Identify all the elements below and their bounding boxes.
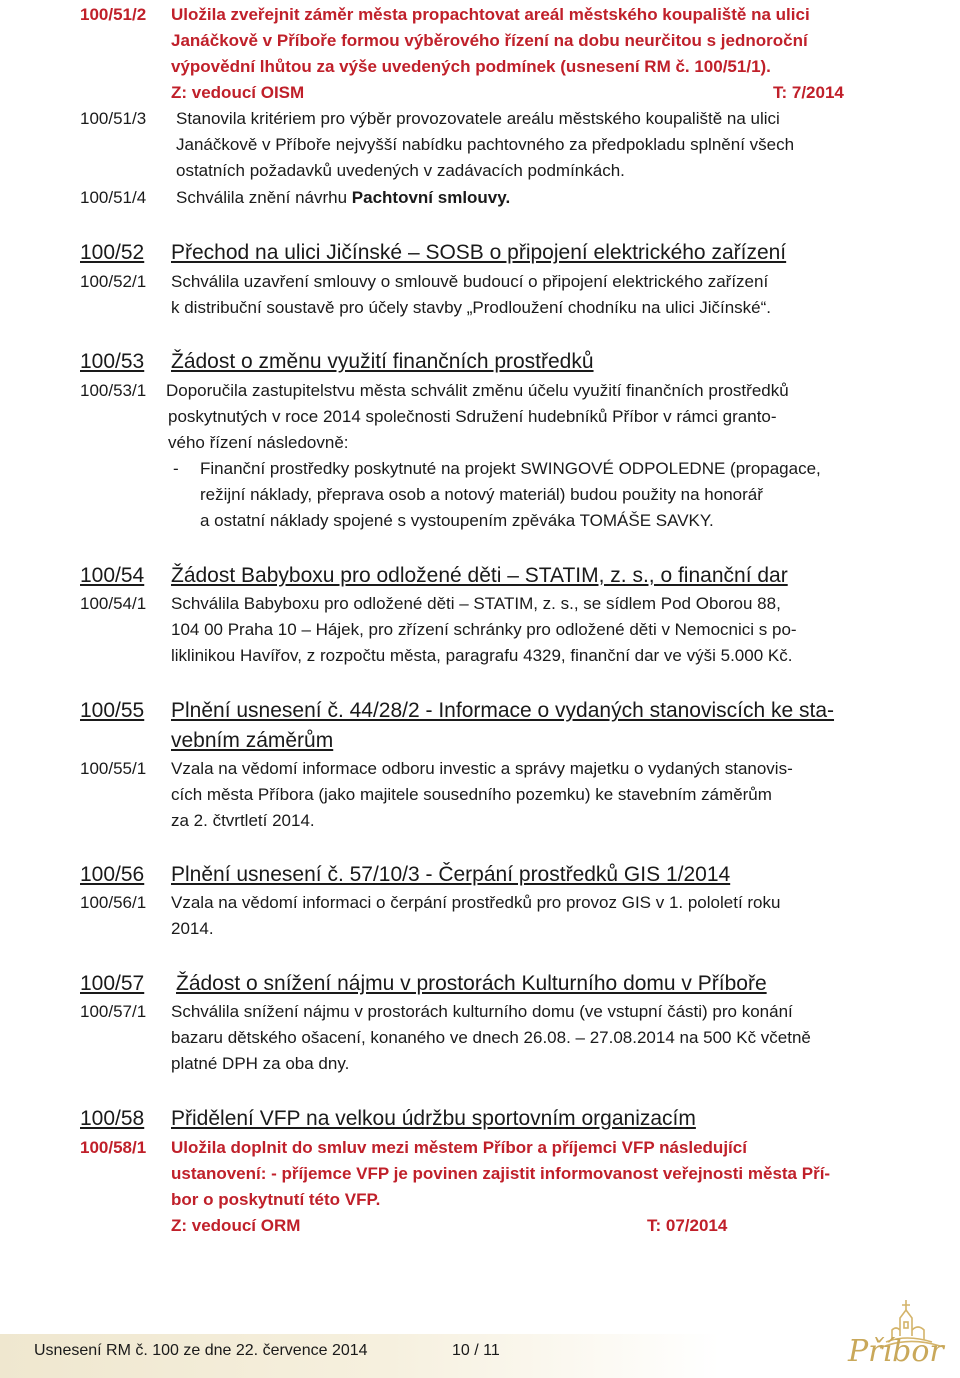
resolution-text-line: vého řízení následovně: (168, 433, 349, 452)
resolution-text-line: bazaru dětského ošacení, konaného ve dnech 26.08. – 27.08.2014 na 500 Kč včetně (171, 1028, 811, 1047)
resolution-text-line: bor o poskytnutí této VFP. (171, 1190, 381, 1209)
responsible-person: Z: vedoucí ORM (171, 1216, 301, 1235)
resolution-text-line: liklinikou Havířov, z rozpočtu města, paragrafu 4329, finanční dar ve výši 5.000 Kč. (171, 646, 793, 665)
deadline: T: 07/2014 (647, 1216, 728, 1235)
section-number: 100/58 (80, 1107, 145, 1130)
bullet-text-line: režijní náklady, přeprava osob a notový materiál) budou použity na honorář (200, 485, 763, 504)
section-number: 100/52 (80, 241, 145, 264)
contract-name: Pachtovní smlouvy. (351, 188, 511, 207)
section-heading: Žádost o snížení nájmu v prostorách Kulturního domu v Příboře (176, 972, 767, 995)
bullet-text-line: a ostatní náklady spojené s vystoupením zpěváka TOMÁŠE SAVKY. (200, 511, 714, 530)
resolution-text-line: Janáčkově v Příboře formou výběrového řízení na dobu neurčitou s jednoroční (171, 31, 808, 50)
resolution-text-line: ostatních požadavků uvedených v zadávacích podmínkách. (176, 161, 625, 180)
resolution-number: 100/51/3 (80, 109, 147, 128)
resolution-text-line: Schválila Babyboxu pro odložené děti – STATIM, z. s., se sídlem Pod Oborou 88, (171, 594, 781, 613)
resolution-text-line: Doporučila zastupitelstvu města schválit změnu účelu využití finančních prostředků (166, 381, 789, 400)
resolution-text-line: Stanovila kritériem pro výběr provozovatele areálu městského koupaliště na ulici (176, 109, 780, 128)
resolution-text-line: výpovědní lhůtou za výše uvedených podmínek (usnesení RM č. 100/51/1). (171, 57, 771, 76)
resolution-text-line: cích města Příbora (jako majitele sousedního pozemku) ke stavebním záměrům (171, 785, 772, 804)
resolution-text-line: k distribuční soustavě pro účely stavby „Prodloužení chodníku na ulici Jičínské“. (171, 298, 772, 317)
section-heading: Přidělení VFP na velkou údržbu sportovním organizacím (171, 1107, 696, 1130)
bullet-dash: - (173, 459, 179, 478)
resolution-text-line: Schválila uzavření smlouvy o smlouvě budoucí o připojení elektrického zařízení (171, 272, 769, 291)
section-heading: Přechod na ulici Jičínské – SOSB o připojení elektrického zařízení (171, 241, 787, 264)
resolution-text-line: Uložila doplnit do smluv mezi městem Příbor a příjemci VFP následující (171, 1138, 747, 1157)
resolution-number: 100/53/1 (80, 381, 147, 400)
resolution-text-line: Vzala na vědomí informace odboru investic a správy majetku o vydaných stanovis- (171, 759, 793, 778)
resolution-text-line: poskytnutých v roce 2014 společnosti Sdružení hudebníků Příbor v rámci granto- (168, 407, 777, 426)
resolution-number: 100/54/1 (80, 594, 147, 613)
section-heading-continued: vebním záměrům (171, 729, 334, 752)
town-logo-wordmark: Příbor (848, 1334, 944, 1369)
resolution-number: 100/52/1 (80, 272, 147, 291)
resolution-number: 100/56/1 (80, 893, 147, 912)
resolution-text: Schválila znění návrhu (176, 188, 352, 207)
resolution-text-line: ustanovení: - příjemce VFP je povinen zajistit informovanost veřejnosti města Pří- (171, 1164, 831, 1183)
resolution-number: 100/51/4 (80, 188, 147, 207)
bullet-text-line: Finanční prostředky poskytnuté na projekt SWINGOVÉ ODPOLEDNE (propagace, (200, 459, 821, 478)
resolution-number: 100/57/1 (80, 1002, 147, 1021)
responsible-person: Z: vedoucí OISM (171, 83, 305, 102)
section-heading: Žádost Babyboxu pro odložené děti – STATIM, z. s., o finanční dar (171, 564, 788, 587)
section-heading: Žádost o změnu využití finančních prostředků (171, 350, 594, 373)
section-number: 100/57 (80, 972, 145, 995)
resolution-text-line: 2014. (171, 919, 214, 938)
resolution-text-line: za 2. čtvrtletí 2014. (171, 811, 315, 830)
section-number: 100/55 (80, 699, 145, 722)
section-number: 100/56 (80, 863, 145, 886)
resolution-text-line (176, 187, 510, 209)
page-number: 10 / 11 (452, 1342, 500, 1359)
resolution-text-line: Vzala na vědomí informaci o čerpání prostředků pro provoz GIS v 1. pololetí roku (171, 893, 781, 912)
section-heading: Plnění usnesení č. 44/28/2 - Informace o vydaných stanoviscích ke sta- (171, 699, 835, 722)
resolution-text-line: platné DPH za oba dny. (171, 1054, 350, 1073)
section-number: 100/54 (80, 564, 145, 587)
resolution-number: 100/51/2 (80, 5, 147, 24)
deadline: T: 7/2014 (773, 83, 844, 102)
section-number: 100/53 (80, 350, 145, 373)
resolution-number: 100/55/1 (80, 759, 147, 778)
resolution-text-line: Schválila snížení nájmu v prostorách kulturního domu (ve vstupní části) pro konání (171, 1002, 793, 1021)
resolution-text-line: Janáčkově v Příboře nejvyšší nabídku pachtovného za předpokladu splnění všech (176, 135, 795, 154)
footer-document-title: Usnesení RM č. 100 ze dne 22. července 2014 (34, 1342, 368, 1359)
resolution-text-line: Uložila zveřejnit záměr města propachtovat areál městského koupaliště na ulici (171, 5, 810, 24)
section-heading: Plnění usnesení č. 57/10/3 - Čerpání prostředků GIS 1/2014 (171, 863, 731, 886)
resolution-number: 100/58/1 (80, 1138, 147, 1157)
resolution-text-line: 104 00 Praha 10 – Hájek, pro zřízení schránky pro odložené děti v Nemocnici s po- (171, 620, 797, 639)
